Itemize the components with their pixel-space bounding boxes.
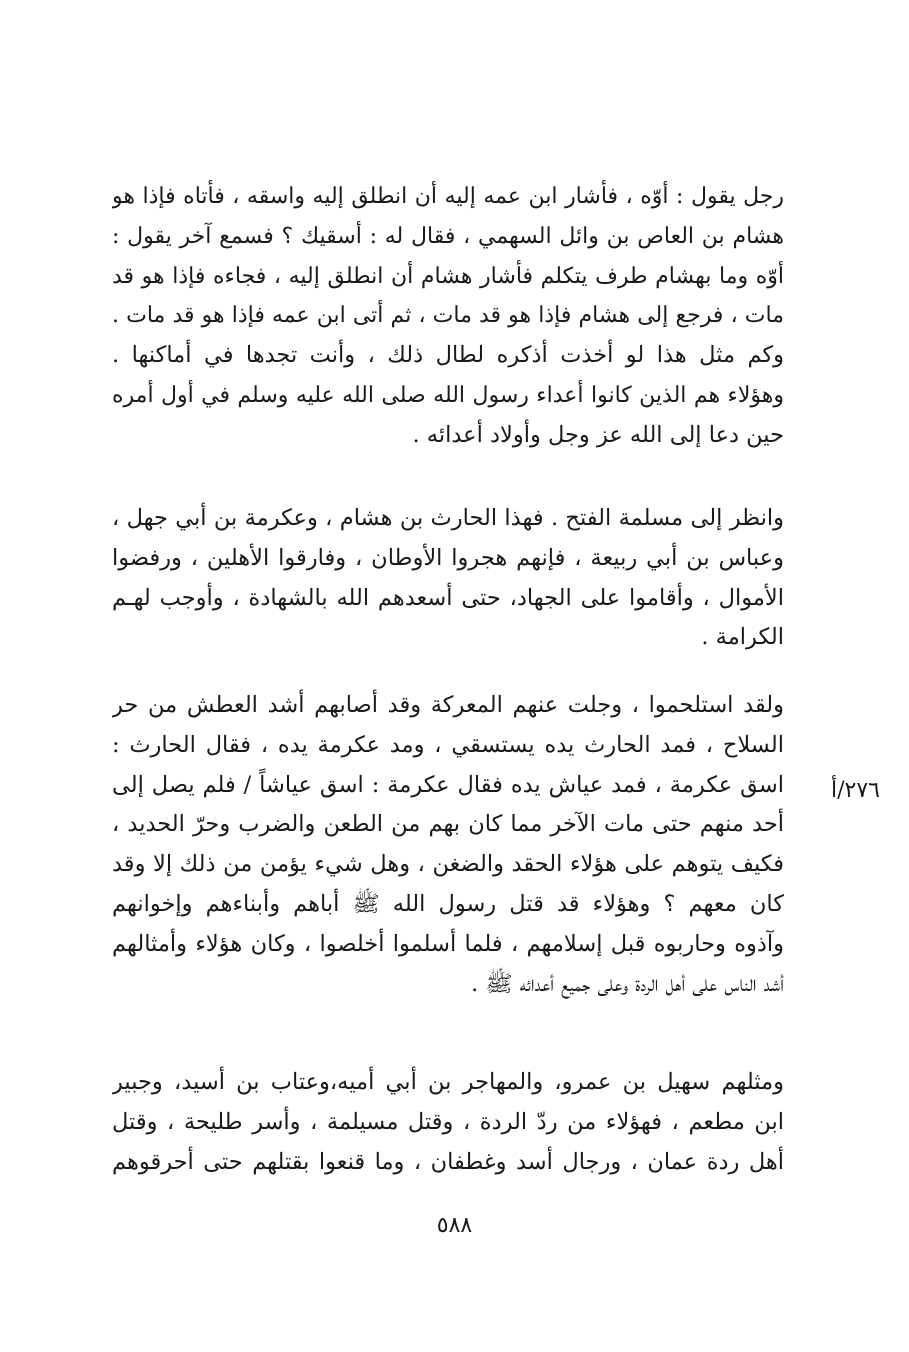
- text-line: ومثلهم سهيل بن عمرو، والمهاجر بن أبي أميه،وعتاب بن أسيد، وجبير: [112, 1069, 784, 1095]
- text-line: وعباس بن أبي ربيعة ، فإنهم هجروا الأوطان ، وفارقوا الأهلين ، ورفضوا: [112, 544, 784, 571]
- text-line: حين دعا إلى الله عز وجل وأولاد أعدائه .: [412, 421, 784, 448]
- text-line: فكيف يتوهم على هؤلاء الحقد والضغن ، وهل شيء يؤمن من ذلك إلا وقد: [112, 851, 784, 878]
- text-line: اسق عكرمة ، فمد عياش يده فقال عكرمة : اسق عياشاً / فلم يصل إلى: [112, 771, 784, 798]
- text-line: وانظر إلى مسلمة الفتح . فهذا الحارث بن هشام ، وعكرمة بن أبي جهل ،: [112, 505, 784, 531]
- text-line: الكرامة .: [701, 624, 784, 651]
- text-line: رجل يقول : أوّه ، فأشار ابن عمه إليه أن انطلق إليه واسقه ، فأتاه فإذا هو: [112, 184, 784, 209]
- paragraph-4: [112, 1063, 784, 1182]
- text-line: السلاح ، فمد الحارث يده يستسقي ، ومد عكرمة يده ، فقال الحارث :: [112, 731, 784, 758]
- paragraph-1: [112, 177, 784, 456]
- text-line: أحد منهم حتى مات الآخر مما كان بهم من الطعن والضرب وحرّ الحديد ،: [112, 811, 784, 838]
- text-line: أشد الناس على أهل الردة وعلى جميع أعدائه ﷺ .: [471, 970, 784, 997]
- text-line: وآذوه وحاربوه قبل إسلامهم ، فلما أسلموا أخلصوا ، وكان هؤلاء وأمثالهم: [112, 930, 784, 957]
- text-line: أوّه وما بهشام طرف يتكلم فأشار هشام أن انطلق إليه ، فجاءه فإذا هو قد: [112, 263, 784, 289]
- text-line: الأموال ، وأقاموا على الجهاد، حتى أسعدهم الله بالشهادة ، وأوجب لهـم: [112, 584, 784, 611]
- text-line: وكم مثل هذا لو أخذت أذكره لطال ذلك ، وأنت تجدها في أماكنها .: [112, 342, 784, 369]
- text-line: أهل ردة عمان ، ورجال أسد وغطفان ، وما قنعوا بقتلهم حتى أحرقوهم: [112, 1148, 784, 1175]
- manuscript-folio-note: ٢٧٦/أ: [831, 778, 880, 803]
- text-line: هشام بن العاص بن وائل السهمي ، فقال له : أسقيك ؟ فسمع آخر يقول :: [112, 223, 784, 249]
- text-line: مات ، فرجع إلى هشام فإذا هو قد مات ، ثم أتى ابن عمه فإذا هو قد مات .: [112, 303, 784, 329]
- text-line: وهؤلاء هم الذين كانوا أعداء رسول الله صلى الله عليه وسلم في أول أمره: [112, 382, 784, 408]
- paragraph-2: [112, 499, 784, 658]
- paragraph-3: [112, 686, 784, 1004]
- text-line: كان معهم ؟ وهؤلاء قد قتل رسول الله ﷺ أباهم وأبناءهم وإخوانهم: [112, 890, 784, 917]
- page-number: ٥٨٨: [436, 1213, 473, 1238]
- text-line: ابن مطعم ، فهؤلاء من ردّ الردة ، وقتل مسيلمة ، وأسر طليحة ، وقتل: [112, 1108, 784, 1135]
- text-line: ولقد استلحموا ، وجلت عنهم المعركة وقد أصابهم أشد العطش من حر: [112, 692, 784, 718]
